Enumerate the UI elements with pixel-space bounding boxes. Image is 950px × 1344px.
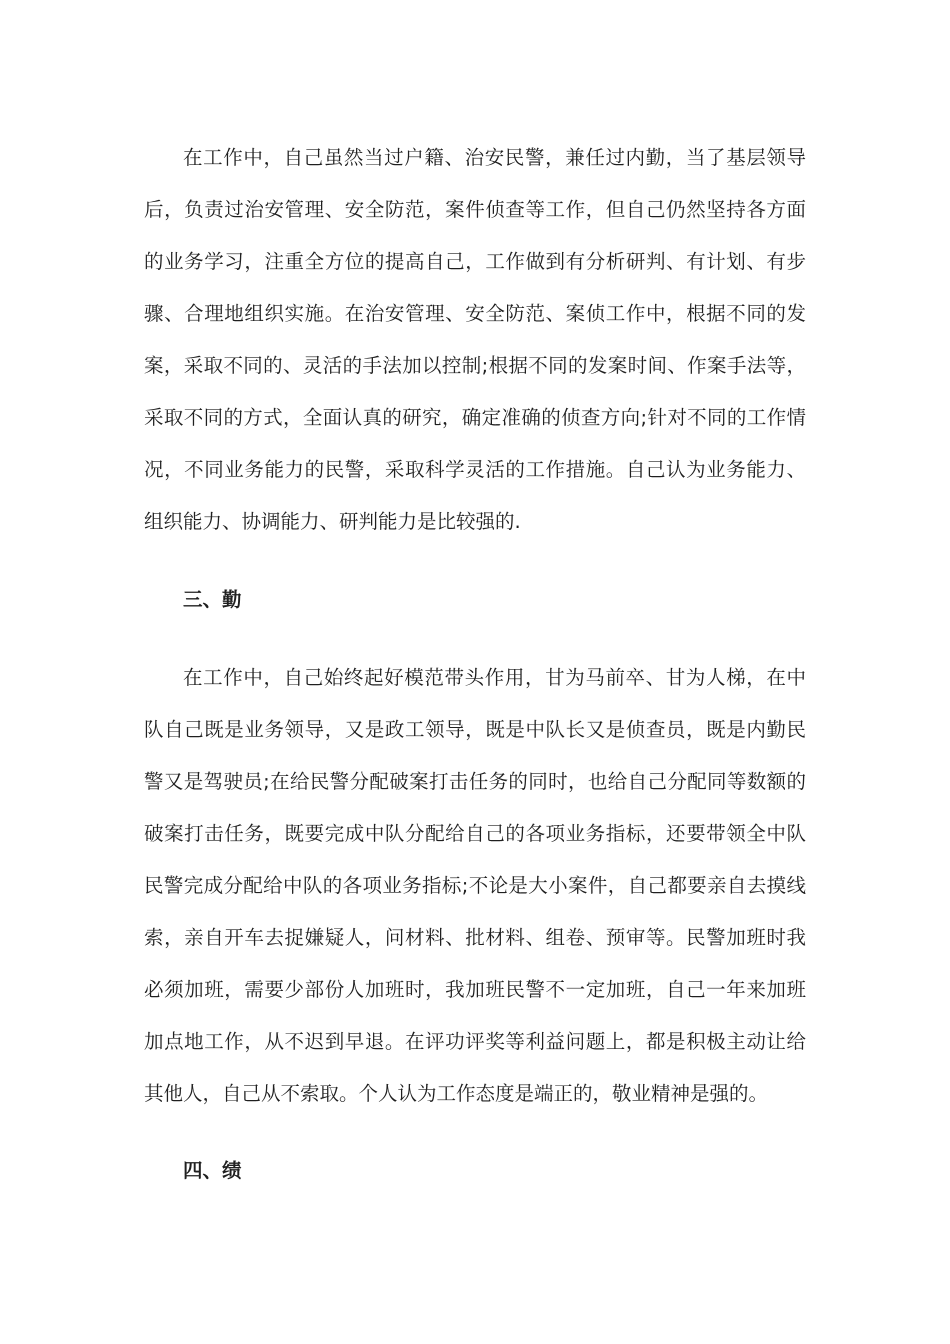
paragraph-work-ability bbox=[144, 132, 806, 548]
section-heading-diligence bbox=[144, 574, 806, 626]
paragraph-diligence bbox=[144, 652, 806, 1120]
paragraph-text: 在工作中，自己始终起好模范带头作用，甘为马前卒、甘为人梯，在中队自己既是业务领导，又是政工领导，既是中队长又是侦查员，既是内勤民警又是驾驶员;在给民警分配破案打击任务的同时，也给自己分配同等数额的破案打击任务，既要完成中队分配给自己的各项业务指标，还要带领全中队民警完成分配给中队的各项业务指标;不论是大小案件，自己都要亲自去摸线索，亲自开车去捉嫌疑人，问材料、批材料、组卷、预审等。民警加班时我必须加班，需要少部份人加班时，我加班民警不一定加班，自己一年来加班加点地工作，从不迟到早退。在评功评奖等利益问题上，都是积极主动让给其他人，自己从不索取。个人认为工作态度是端正的，敬业精神是强的。 bbox=[144, 666, 806, 1105]
heading-text: 三、勤 bbox=[183, 588, 242, 611]
heading-text: 四、绩 bbox=[183, 1159, 242, 1182]
paragraph-text: 在工作中，自己虽然当过户籍、治安民警，兼任过内勤，当了基层领导后，负责过治安管理、安全防范，案件侦查等工作，但自己仍然坚持各方面的业务学习，注重全方位的提高自己，工作做到有分析研判、有计划、有步骤、合理地组织实施。在治安管理、安全防范、案侦工作中，根据不同的发案，采取不同的、灵活的手法加以控制;根据不同的发案时间、作案手法等，采取不同的方式，全面认真的研究，确定准确的侦查方向;针对不同的工作情况，不同业务能力的民警，采取科学灵活的工作措施。自己认为业务能力、组织能力、协调能力、研判能力是比较强的. bbox=[144, 146, 806, 533]
section-heading-achievements bbox=[144, 1145, 806, 1197]
